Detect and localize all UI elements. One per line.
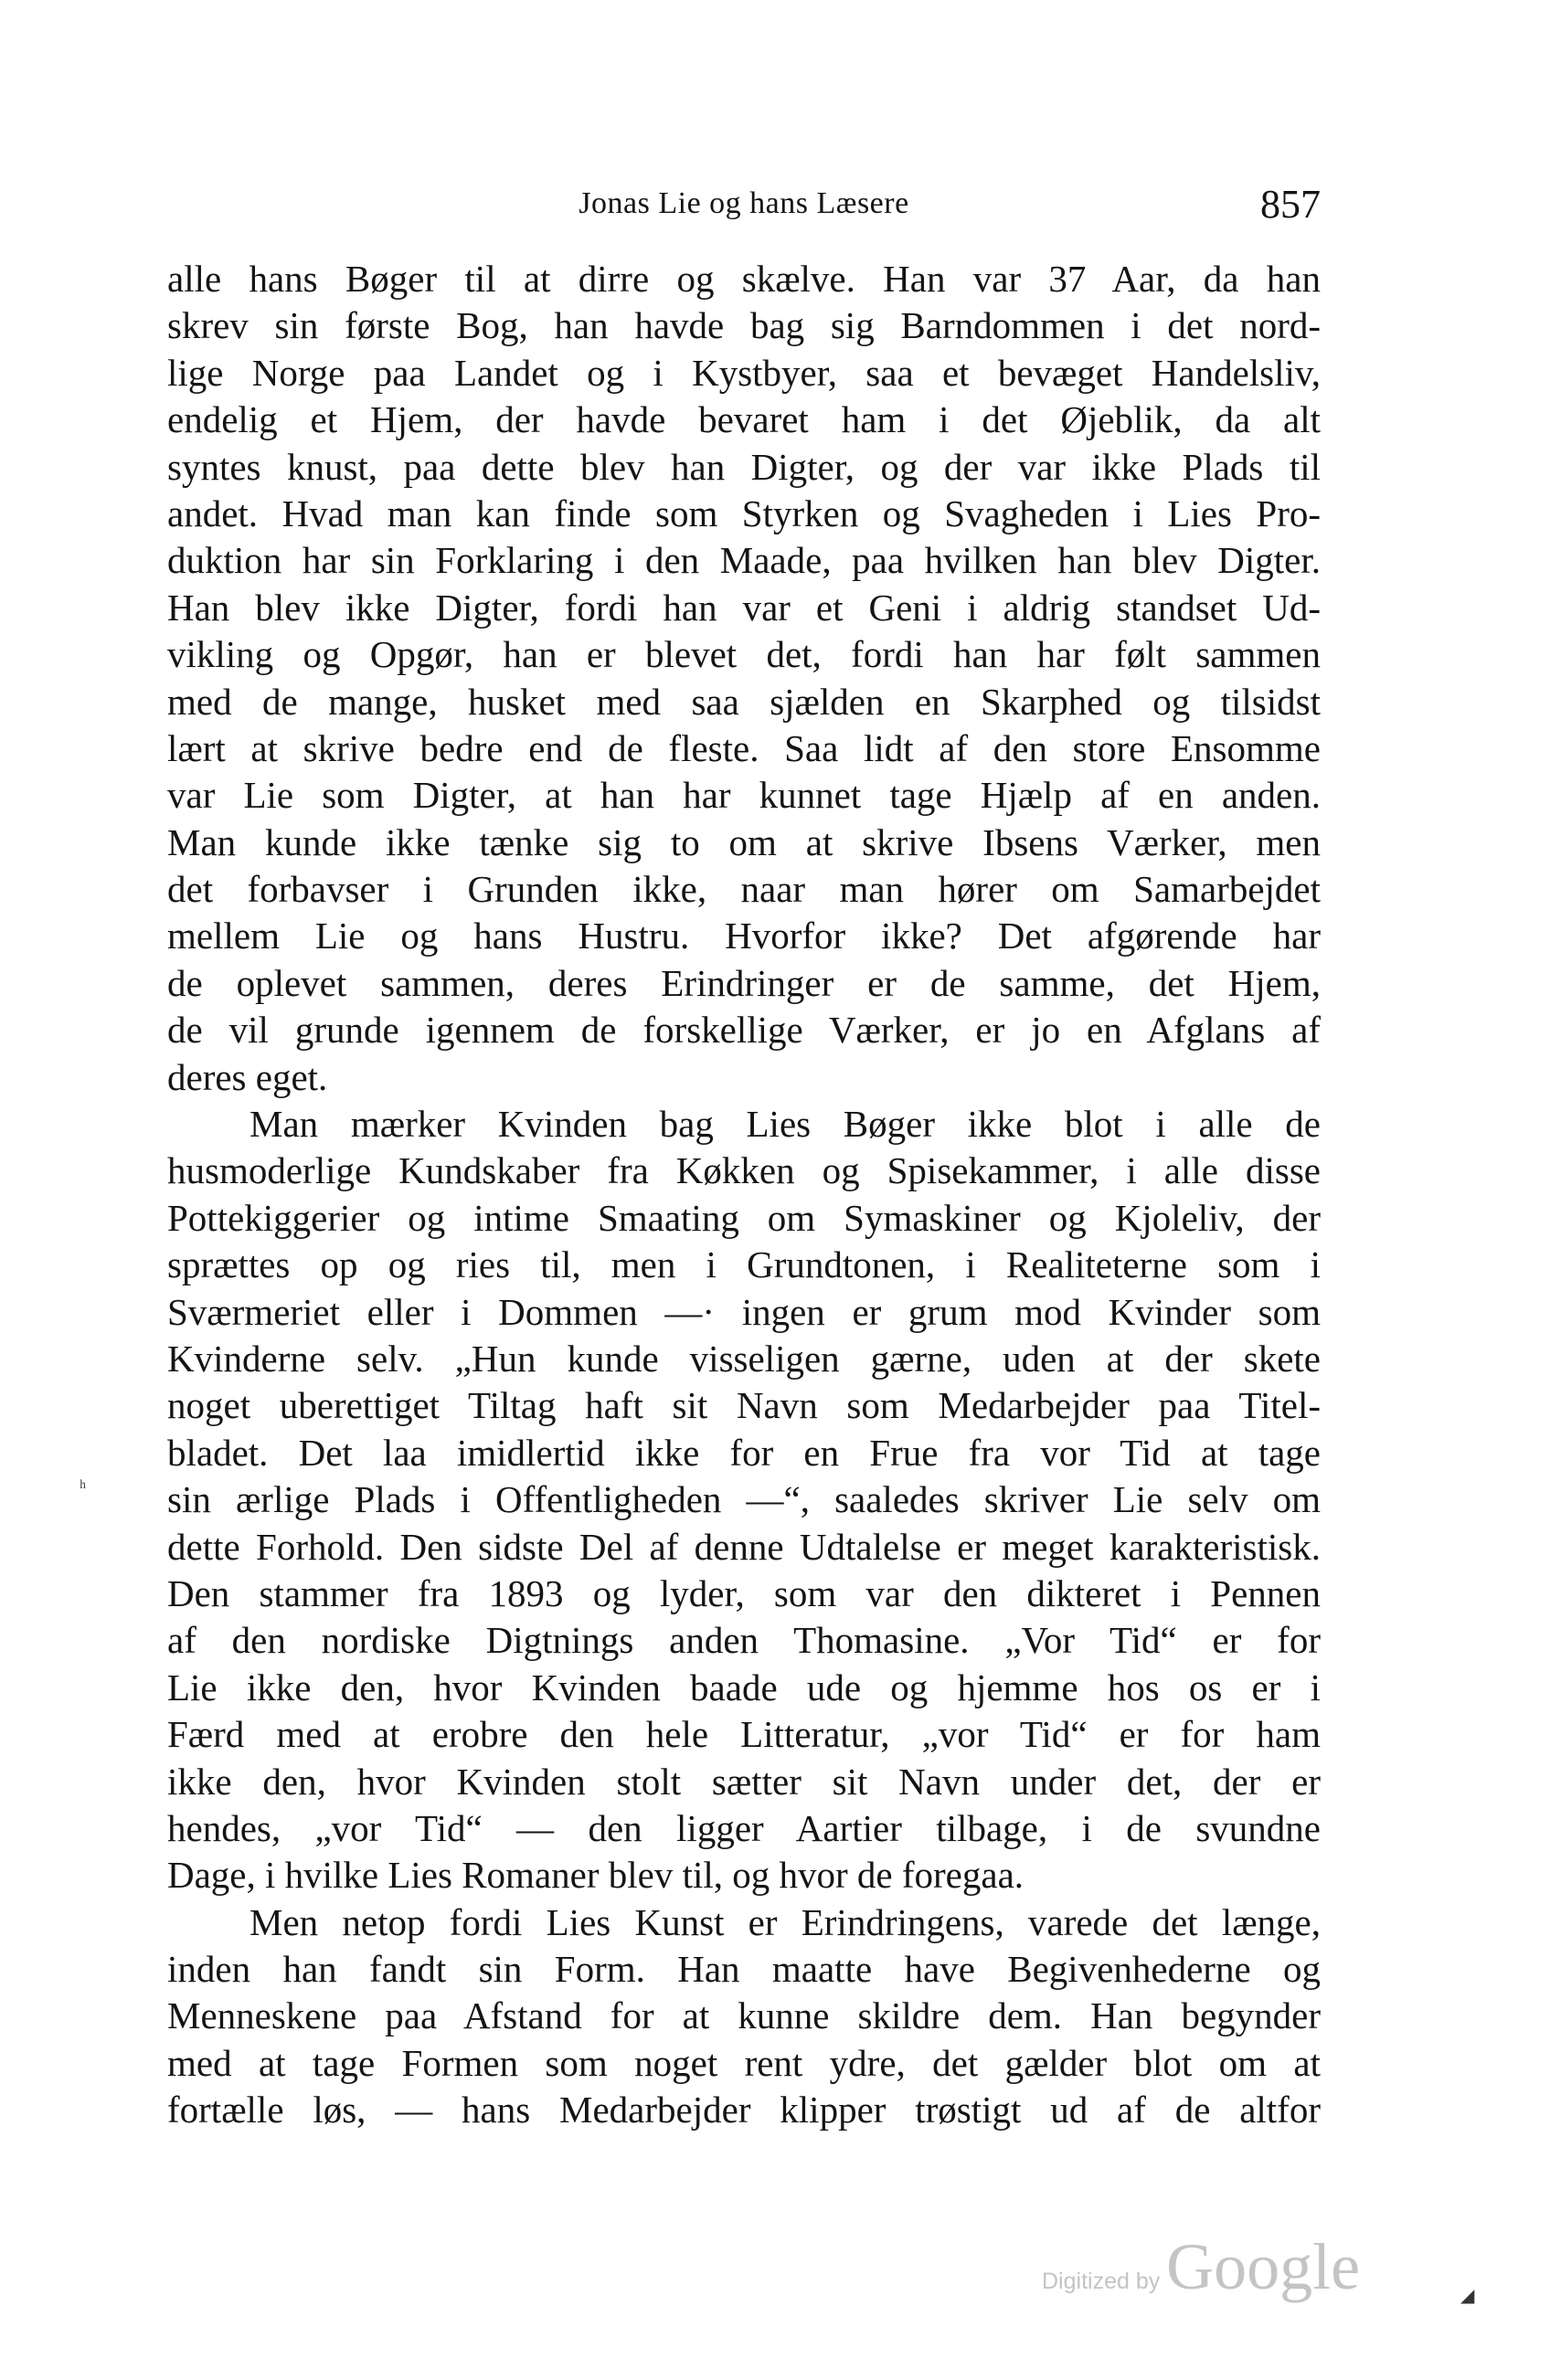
text-line: var Lie som Digter, at han har kunnet tage Hjælp af en anden. [167, 774, 1321, 817]
paragraph-2 [167, 1101, 1321, 1899]
text-line: det forbavser i Grunden ikke, naar man hører om Samarbejdet [167, 868, 1321, 911]
text-line: Sværmeriet eller i Dommen —· ingen er grum mod Kvinder som [167, 1290, 1321, 1333]
text-line: Kvinderne selv. „Hun kunde visseligen gærne, uden at der skete [167, 1337, 1321, 1380]
text-line: med at tage Formen som noget rent ydre, det gælder blot om at [167, 2041, 1321, 2084]
text-line: sin ærlige Plads i Offentligheden —“, saaledes skriver Lie selv om [167, 1478, 1321, 1521]
text-line: Man mærker Kvinden bag Lies Bøger ikke blot i alle de [249, 1103, 1321, 1146]
text-line: bladet. Det laa imidlertid ikke for en Frue fra vor Tid at tage [167, 1431, 1321, 1474]
text-line: Den stammer fra 1893 og lyder, som var den dikteret i Pennen [167, 1571, 1321, 1614]
text-line: vikling og Opgør, han er blevet det, fordi han har følt sammen [167, 633, 1321, 676]
text-line: af den nordiske Digtnings anden Thomasine. „Vor Tid“ er for [167, 1619, 1321, 1662]
text-line: Menneskene paa Afstand for at kunne skildre dem. Han begynder [167, 1994, 1321, 2037]
text-line: fortælle løs, — hans Medarbejder klipper trøstigt ud af de altfor [167, 2089, 1321, 2131]
text-line: noget uberettiget Tiltag haft sit Navn som Medarbejder paa Titel- [167, 1384, 1321, 1427]
running-head [167, 181, 1321, 236]
page-number: 857 [1260, 182, 1321, 227]
text-line: duktion har sin Forklaring i den Maade, paa hvilken han blev Digter. [167, 539, 1321, 582]
text-line: Lie ikke den, hvor Kvinden baade ude og hjemme hos os er i [167, 1666, 1321, 1708]
text-line: Dage, i hvilke Lies Romaner blev til, og hvor de foregaa. [167, 1854, 1024, 1897]
text-line: inden han fandt sin Form. Han maatte have Begivenhederne og [167, 1948, 1321, 1991]
corner-triangle-mark: ◢ [1460, 2286, 1475, 2306]
text-line: Men netop fordi Lies Kunst er Erindringens, varede det længe, [249, 1900, 1321, 1943]
text-line: andet. Hvad man kan finde som Styrken og Svagheden i Lies Pro- [167, 492, 1321, 534]
text-line: dette Forhold. Den sidste Del af denne Udtalelse er meget karakteristisk. [167, 1525, 1321, 1568]
text-line: de vil grunde igennem de forskellige Værker, er jo en Afglans af [167, 1009, 1321, 1052]
text-line: skrev sin første Bog, han havde bag sig Barndommen i det nord- [167, 304, 1321, 347]
text-line: endelig et Hjem, der havde bevaret ham i det Øjeblik, da alt [167, 398, 1321, 441]
text-line: deres eget. [167, 1055, 328, 1098]
text-line: lige Norge paa Landet og i Kystbyer, saa et bevæget Handelsliv, [167, 351, 1321, 394]
text-line: mellem Lie og hans Hustru. Hvorfor ikke? Det afgørende har [167, 915, 1321, 957]
running-head-title: Jonas Lie og hans Læsere [579, 186, 909, 220]
text-line: hendes, „vor Tid“ — den ligger Aartier tilbage, i de svundne [167, 1806, 1321, 1849]
text-line: alle hans Bøger til at dirre og skælve. Han var 37 Aar, da han [167, 258, 1321, 300]
digitized-by-google-watermark [1042, 2229, 1371, 2302]
text-line: Man kunde ikke tænke sig to om at skrive Ibsens Værker, men [167, 820, 1321, 863]
text-line: ikke den, hvor Kvinden stolt sætter sit Navn under det, der er [167, 1760, 1321, 1803]
text-line: med de mange, husket med saa sjælden en Skarphed og tilsidst [167, 680, 1321, 723]
body-text [167, 256, 1321, 2134]
text-line: de oplevet sammen, deres Erindringer er de samme, det Hjem, [167, 961, 1321, 1004]
margin-ink-mark: ʰ [80, 1476, 87, 1498]
text-line: Pottekiggerier og intime Smaating om Symaskiner og Kjoleliv, der [167, 1196, 1321, 1239]
text-line: husmoderlige Kundskaber fra Køkken og Spisekammer, i alle disse [167, 1149, 1321, 1192]
text-line: lært at skrive bedre end de fleste. Saa lidt af den store Ensomme [167, 726, 1321, 769]
watermark-brand: Google [1166, 2230, 1361, 2303]
text-line: syntes knust, paa dette blev han Digter, og der var ikke Plads til [167, 445, 1321, 488]
paragraph-3 [167, 1899, 1321, 2134]
text-line: sprættes op og ries til, men i Grundtonen, i Realiteterne som i [167, 1243, 1321, 1286]
watermark-prefix: Digitized by [1042, 2269, 1167, 2294]
text-line: Færd med at erobre den hele Litteratur, „vor Tid“ er for ham [167, 1713, 1321, 1756]
paragraph-1 [167, 256, 1321, 1101]
text-line: Han blev ikke Digter, fordi han var et Geni i aldrig standset Ud- [167, 586, 1321, 629]
